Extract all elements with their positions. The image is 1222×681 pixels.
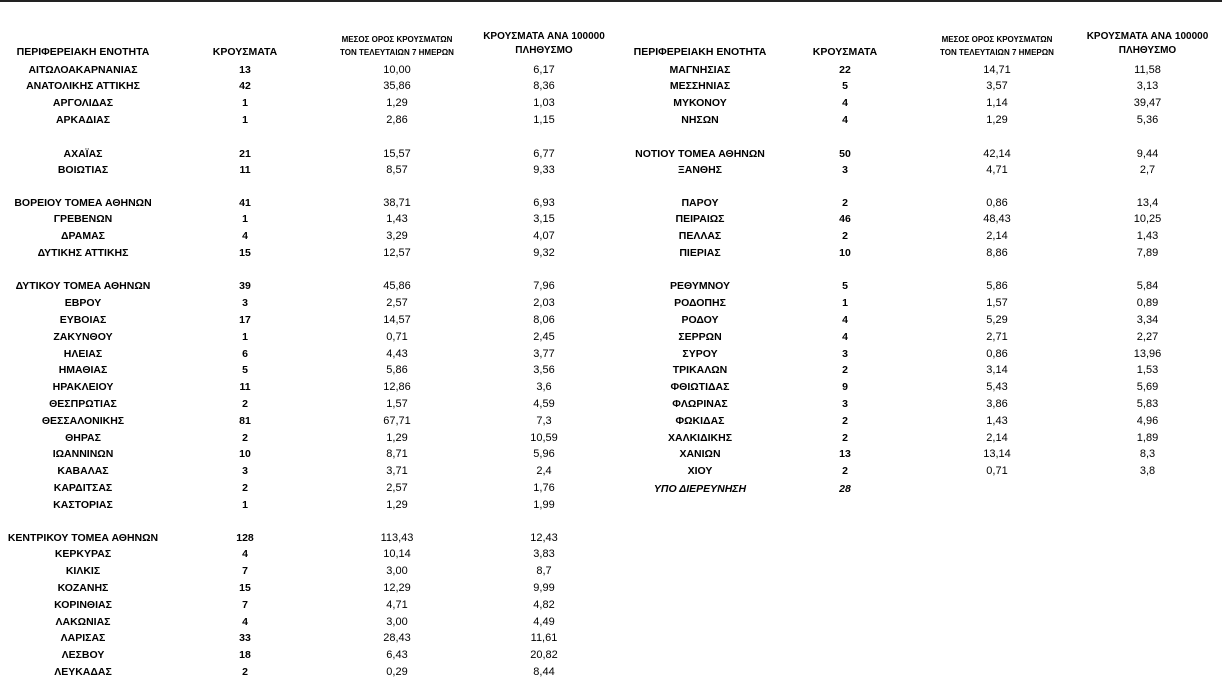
avg-cell: 45,86 [383, 280, 411, 292]
per-100000-cell: 10,59 [530, 432, 558, 444]
avg-cell: 8,57 [386, 164, 408, 176]
avg-cell: 1,29 [386, 432, 408, 444]
per-100000-cell: 3,34 [1136, 314, 1159, 326]
per-100000-cell: 5,36 [1136, 114, 1159, 126]
cases-cell: 2 [842, 364, 848, 376]
header-per-line1: ΚΡΟΥΣΜΑΤΑ ΑΝΑ 100000 [483, 31, 605, 42]
region-cell: ΠΙΕΡΙΑΣ [679, 247, 721, 259]
region-cell: ΡΟΔΟΥ [681, 314, 719, 326]
region-cell: ΑΡΚΑΔΙΑΣ [55, 114, 111, 126]
top-border [0, 0, 1222, 2]
cases-cell: 1 [842, 297, 848, 309]
per-100000-cell: 1,76 [533, 482, 555, 494]
cases-cell: 4 [842, 331, 848, 343]
cases-cell: 15 [239, 247, 251, 259]
per-100000-cell: 6,17 [533, 64, 555, 76]
region-cell: ΚΟΡΙΝΘΙΑΣ [54, 599, 112, 611]
region-cell: ΗΡΑΚΛΕΙΟΥ [52, 381, 114, 393]
region-cell: ΒΟΡΕΙΟΥ ΤΟΜΕΑ ΑΘΗΝΩΝ [14, 197, 152, 209]
avg-cell: 1,29 [386, 499, 408, 511]
header-avg-7-days [922, 33, 1072, 59]
cases-cell: 128 [236, 532, 254, 544]
avg-cell: 10,00 [383, 64, 411, 76]
cases-cell: 4 [242, 230, 248, 242]
avg-cell: 0,71 [386, 331, 408, 343]
cases-cell: 10 [839, 247, 851, 259]
per-100000-cell: 2,4 [536, 465, 552, 477]
header-region: ΠΕΡΙΦΕΡΕΙΑΚΗ ΕΝΟΤΗΤΑ [633, 46, 767, 58]
cases-cell: 3 [242, 465, 248, 477]
region-cell: ΦΘΙΩΤΙΔΑΣ [670, 381, 730, 393]
region-cell: ΧΑΛΚΙΔΙΚΗΣ [667, 432, 733, 444]
per-100000-cell: 8,06 [533, 314, 555, 326]
cases-cell: 2 [842, 432, 848, 444]
avg-cell: 0,71 [986, 465, 1008, 477]
per-100000-cell: 6,77 [533, 148, 555, 160]
per-100000-cell: 3,8 [1139, 465, 1156, 477]
region-cell: ΑΝΑΤΟΛΙΚΗΣ ΑΤΤΙΚΗΣ [26, 80, 140, 92]
cases-cell: 2 [842, 230, 848, 242]
avg-cell: 113,43 [380, 532, 414, 544]
region-cell: ΜΕΣΣΗΝΙΑΣ [669, 80, 731, 92]
cases-cell: 17 [239, 314, 251, 326]
cases-cell: 5 [842, 280, 848, 292]
cases-cell: 18 [239, 649, 251, 661]
avg-cell: 5,29 [986, 314, 1008, 326]
avg-cell: 5,43 [986, 381, 1008, 393]
cases-cell: 15 [239, 582, 251, 594]
cases-cell: 1 [242, 97, 248, 109]
per-100000-cell: 5,83 [1136, 398, 1159, 410]
region-cell: ΥΠΟ ΔΙΕΡΕΥΝΗΣΗ [653, 483, 747, 495]
cases-cell: 2 [842, 465, 848, 477]
region-cell: ΛΕΥΚΑΔΑΣ [54, 666, 112, 678]
per-100000-cell: 7,3 [536, 415, 552, 427]
cases-cell: 13 [239, 64, 251, 76]
region-cell: ΡΟΔΟΠΗΣ [674, 297, 726, 309]
per-100000-cell: 2,27 [1136, 331, 1159, 343]
avg-cell: 67,71 [383, 415, 411, 427]
header-per-100000 [1075, 30, 1220, 58]
cases-cell: 3 [242, 297, 248, 309]
avg-cell: 3,00 [386, 616, 408, 628]
per-100000-cell: 4,07 [533, 230, 555, 242]
avg-cell: 1,57 [386, 398, 408, 410]
per-100000-cell: 2,7 [1139, 164, 1156, 176]
cases-cell: 22 [839, 64, 851, 76]
per-100000-cell: 1,89 [1136, 432, 1159, 444]
per-100000-cell: 8,3 [1139, 448, 1156, 460]
per-100000-cell: 5,69 [1136, 381, 1159, 393]
avg-cell: 12,86 [383, 381, 411, 393]
region-cell: ΚΟΖΑΝΗΣ [57, 582, 109, 594]
avg-cell: 42,14 [983, 148, 1011, 160]
avg-cell: 10,14 [383, 548, 411, 560]
cases-cell: 50 [839, 148, 851, 160]
cases-cell: 2 [842, 415, 848, 427]
avg-cell: 3,14 [986, 364, 1008, 376]
cases-cell: 4 [242, 616, 248, 628]
avg-cell: 3,86 [986, 398, 1008, 410]
avg-cell: 14,71 [983, 64, 1011, 76]
per-100000-cell: 9,33 [533, 164, 555, 176]
region-cell: ΚΑΡΔΙΤΣΑΣ [53, 482, 113, 494]
per-100000-cell: 9,32 [533, 247, 555, 259]
cases-cell: 7 [242, 565, 248, 577]
cases-cell: 1 [242, 213, 248, 225]
avg-cell: 4,43 [386, 348, 408, 360]
cases-cell: 7 [242, 599, 248, 611]
cases-cell: 6 [242, 348, 248, 360]
avg-cell: 0,29 [386, 666, 408, 678]
region-cell: ΚΑΣΤΟΡΙΑΣ [53, 499, 113, 511]
cases-cell: 3 [842, 398, 848, 410]
avg-cell: 35,86 [383, 80, 411, 92]
avg-cell: 5,86 [386, 364, 408, 376]
region-cell: ΠΕΛΛΑΣ [678, 230, 722, 242]
header-per-line1: ΚΡΟΥΣΜΑΤΑ ΑΝΑ 100000 [1086, 31, 1209, 42]
region-cell: ΣΕΡΡΩΝ [678, 331, 722, 343]
region-cell: ΠΕΙΡΑΙΩΣ [675, 213, 725, 225]
region-cell: ΧΙΟΥ [687, 465, 713, 477]
per-100000-cell: 4,59 [533, 398, 555, 410]
header-region: ΠΕΡΙΦΕΡΕΙΑΚΗ ΕΝΟΤΗΤΑ [16, 46, 150, 58]
cases-cell: 4 [842, 97, 848, 109]
per-100000-cell: 8,44 [533, 666, 555, 678]
region-cell: ΗΜΑΘΙΑΣ [58, 364, 108, 376]
region-cell: ΧΑΝΙΩΝ [679, 448, 721, 460]
per-100000-cell: 8,36 [533, 80, 555, 92]
header-avg-line1: ΜΕΣΟΣ ΟΡΟΣ ΚΡΟΥΣΜΑΤΩΝ [341, 35, 453, 44]
avg-cell: 1,29 [386, 97, 408, 109]
region-cell: ΦΛΩΡΙΝΑΣ [672, 398, 728, 410]
region-cell: ΝΗΣΩΝ [681, 114, 719, 126]
avg-cell: 2,57 [386, 482, 408, 494]
per-100000-cell: 7,96 [533, 280, 555, 292]
avg-cell: 2,14 [986, 230, 1008, 242]
cases-cell: 21 [239, 148, 251, 160]
header-cases: ΚΡΟΥΣΜΑΤΑ [212, 46, 278, 58]
cases-cell: 46 [839, 213, 851, 225]
per-100000-cell: 1,99 [533, 499, 555, 511]
region-cell: ΙΩΑΝΝΙΝΩΝ [52, 448, 114, 460]
avg-cell: 3,57 [986, 80, 1008, 92]
region-cell: ΛΑΡΙΣΑΣ [60, 632, 106, 644]
cases-cell: 3 [842, 164, 848, 176]
cases-cell: 33 [239, 632, 251, 644]
per-100000-cell: 20,82 [530, 649, 558, 661]
region-cell: ΗΛΕΙΑΣ [63, 348, 103, 360]
avg-cell: 4,71 [386, 599, 408, 611]
region-cell: ΚΕΡΚΥΡΑΣ [54, 548, 112, 560]
region-cell: ΘΕΣΠΡΩΤΙΑΣ [49, 398, 117, 410]
avg-cell: 1,57 [986, 297, 1008, 309]
per-100000-cell: 3,6 [536, 381, 552, 393]
avg-cell: 2,14 [986, 432, 1008, 444]
avg-cell: 3,00 [386, 565, 408, 577]
per-100000-cell: 3,56 [533, 364, 555, 376]
cases-cell: 1 [242, 114, 248, 126]
region-cell: ΤΡΙΚΑΛΩΝ [672, 364, 728, 376]
per-100000-cell: 10,25 [1133, 213, 1162, 225]
per-100000-cell: 12,43 [530, 532, 558, 544]
region-cell: ΑΡΓΟΛΙΔΑΣ [52, 97, 114, 109]
per-100000-cell: 0,89 [1136, 297, 1159, 309]
cases-cell: 5 [842, 80, 848, 92]
cases-cell: 4 [842, 314, 848, 326]
region-cell: ΑΧΑΪΑΣ [63, 148, 103, 160]
region-cell: ΒΟΙΩΤΙΑΣ [57, 164, 109, 176]
per-100000-cell: 7,89 [1136, 247, 1159, 259]
avg-cell: 1,43 [386, 213, 408, 225]
per-100000-cell: 1,15 [533, 114, 555, 126]
cases-cell: 42 [239, 80, 251, 92]
region-cell: ΚΙΛΚΙΣ [65, 565, 101, 577]
per-100000-cell: 2,03 [533, 297, 555, 309]
per-100000-cell: 3,83 [533, 548, 555, 560]
cases-cell: 2 [842, 197, 848, 209]
cases-cell: 5 [242, 364, 248, 376]
header-per-line2: ΠΛΗΘΥΣΜΟ [515, 45, 573, 56]
avg-cell: 3,71 [386, 465, 408, 477]
avg-cell: 13,14 [983, 448, 1011, 460]
per-100000-cell: 1,53 [1136, 364, 1159, 376]
avg-cell: 2,57 [386, 297, 408, 309]
per-100000-cell: 9,44 [1136, 148, 1159, 160]
region-cell: ΜΑΓΝΗΣΙΑΣ [669, 64, 731, 76]
avg-cell: 0,86 [986, 197, 1008, 209]
region-cell: ΔΡΑΜΑΣ [61, 230, 105, 242]
region-cell: ΞΑΝΘΗΣ [678, 164, 722, 176]
cases-cell: 2 [242, 482, 248, 494]
region-cell: ΔΥΤΙΚΟΥ ΤΟΜΕΑ ΑΘΗΝΩΝ [15, 280, 151, 292]
header-avg-line1: ΜΕΣΟΣ ΟΡΟΣ ΚΡΟΥΣΜΑΤΩΝ [941, 35, 1053, 44]
avg-cell: 48,43 [983, 213, 1011, 225]
cases-cell: 3 [842, 348, 848, 360]
per-100000-cell: 3,15 [533, 213, 555, 225]
avg-cell: 12,57 [383, 247, 411, 259]
per-100000-cell: 11,61 [530, 632, 558, 644]
region-cell: ΛΕΣΒΟΥ [61, 649, 105, 661]
per-100000-cell: 5,84 [1136, 280, 1159, 292]
per-100000-cell: 3,77 [533, 348, 555, 360]
region-cell: ΘΕΣΣΑΛΟΝΙΚΗΣ [41, 415, 125, 427]
cases-cell: 4 [242, 548, 248, 560]
avg-cell: 1,14 [986, 97, 1008, 109]
avg-cell: 1,43 [986, 415, 1008, 427]
cases-cell: 4 [842, 114, 848, 126]
per-100000-cell: 11,58 [1134, 64, 1161, 76]
avg-cell: 28,43 [383, 632, 411, 644]
region-cell: ΔΥΤΙΚΗΣ ΑΤΤΙΚΗΣ [37, 247, 129, 259]
per-100000-cell: 2,45 [533, 331, 555, 343]
per-100000-cell: 5,96 [533, 448, 555, 460]
region-cell: ΚΑΒΑΛΑΣ [57, 465, 109, 477]
header-per-100000 [466, 30, 622, 58]
avg-cell: 12,29 [383, 582, 411, 594]
cases-cell: 9 [842, 381, 848, 393]
region-cell: ΕΥΒΟΙΑΣ [59, 314, 107, 326]
per-100000-cell: 1,03 [533, 97, 555, 109]
header-avg-line2: ΤΟΝ ΤΕΛΕΥΤΑΙΩΝ 7 ΗΜΕΡΩΝ [340, 48, 454, 57]
avg-cell: 2,86 [386, 114, 408, 126]
per-100000-cell: 8,7 [536, 565, 552, 577]
region-cell: ΘΗΡΑΣ [65, 432, 101, 444]
cases-cell: 81 [239, 415, 251, 427]
region-cell: ΦΩΚΙΔΑΣ [675, 415, 725, 427]
per-100000-cell: 4,49 [533, 616, 555, 628]
header-avg-line2: ΤΟΝ ΤΕΛΕΥΤΑΙΩΝ 7 ΗΜΕΡΩΝ [940, 48, 1054, 57]
avg-cell: 5,86 [986, 280, 1008, 292]
region-cell: ΣΥΡΟΥ [682, 348, 718, 360]
header-avg-7-days [317, 33, 477, 59]
cases-cell: 2 [242, 666, 248, 678]
cases-cell: 10 [239, 448, 251, 460]
per-100000-cell: 13,4 [1136, 197, 1159, 209]
avg-cell: 6,43 [386, 649, 408, 661]
per-100000-cell: 13,96 [1133, 348, 1162, 360]
header-per-line2: ΠΛΗΘΥΣΜΟ [1118, 45, 1177, 56]
per-100000-cell: 1,43 [1136, 230, 1159, 242]
avg-cell: 3,29 [386, 230, 408, 242]
cases-cell: 41 [239, 197, 251, 209]
cases-cell: 28 [839, 483, 851, 495]
cases-cell: 2 [242, 432, 248, 444]
cases-cell: 1 [242, 331, 248, 343]
per-100000-cell: 4,96 [1136, 415, 1159, 427]
cases-cell: 11 [239, 381, 251, 393]
avg-cell: 1,29 [986, 114, 1008, 126]
region-cell: ΠΑΡΟΥ [681, 197, 719, 209]
header-cases: ΚΡΟΥΣΜΑΤΑ [812, 46, 878, 58]
cases-cell: 13 [839, 448, 851, 460]
avg-cell: 15,57 [383, 148, 411, 160]
region-cell: ΕΒΡΟΥ [64, 297, 102, 309]
per-100000-cell: 4,82 [533, 599, 555, 611]
region-cell: ΚΕΝΤΡΙΚΟΥ ΤΟΜΕΑ ΑΘΗΝΩΝ [7, 532, 159, 544]
region-cell: ΝΟΤΙΟΥ ΤΟΜΕΑ ΑΘΗΝΩΝ [635, 148, 765, 160]
cases-cell: 11 [239, 164, 251, 176]
per-100000-cell: 3,13 [1136, 80, 1159, 92]
cases-cell: 2 [242, 398, 248, 410]
region-cell: ΖΑΚΥΝΘΟΥ [53, 331, 113, 343]
cases-cell: 1 [242, 499, 248, 511]
per-100000-cell: 39,47 [1133, 97, 1162, 109]
per-100000-cell: 9,99 [533, 582, 555, 594]
avg-cell: 14,57 [383, 314, 411, 326]
per-100000-cell: 6,93 [533, 197, 555, 209]
avg-cell: 4,71 [986, 164, 1008, 176]
region-cell: ΜΥΚΟΝΟΥ [673, 97, 727, 109]
region-cell: ΓΡΕΒΕΝΩΝ [53, 213, 113, 225]
avg-cell: 0,86 [986, 348, 1008, 360]
avg-cell: 2,71 [986, 331, 1008, 343]
cases-cell: 39 [239, 280, 251, 292]
avg-cell: 8,86 [986, 247, 1008, 259]
region-cell: ΡΕΘΥΜΝΟΥ [669, 280, 731, 292]
avg-cell: 8,71 [386, 448, 408, 460]
region-cell: ΑΙΤΩΛΟΑΚΑΡΝΑΝΙΑΣ [28, 64, 138, 76]
region-cell: ΛΑΚΩΝΙΑΣ [55, 616, 111, 628]
avg-cell: 38,71 [383, 197, 411, 209]
